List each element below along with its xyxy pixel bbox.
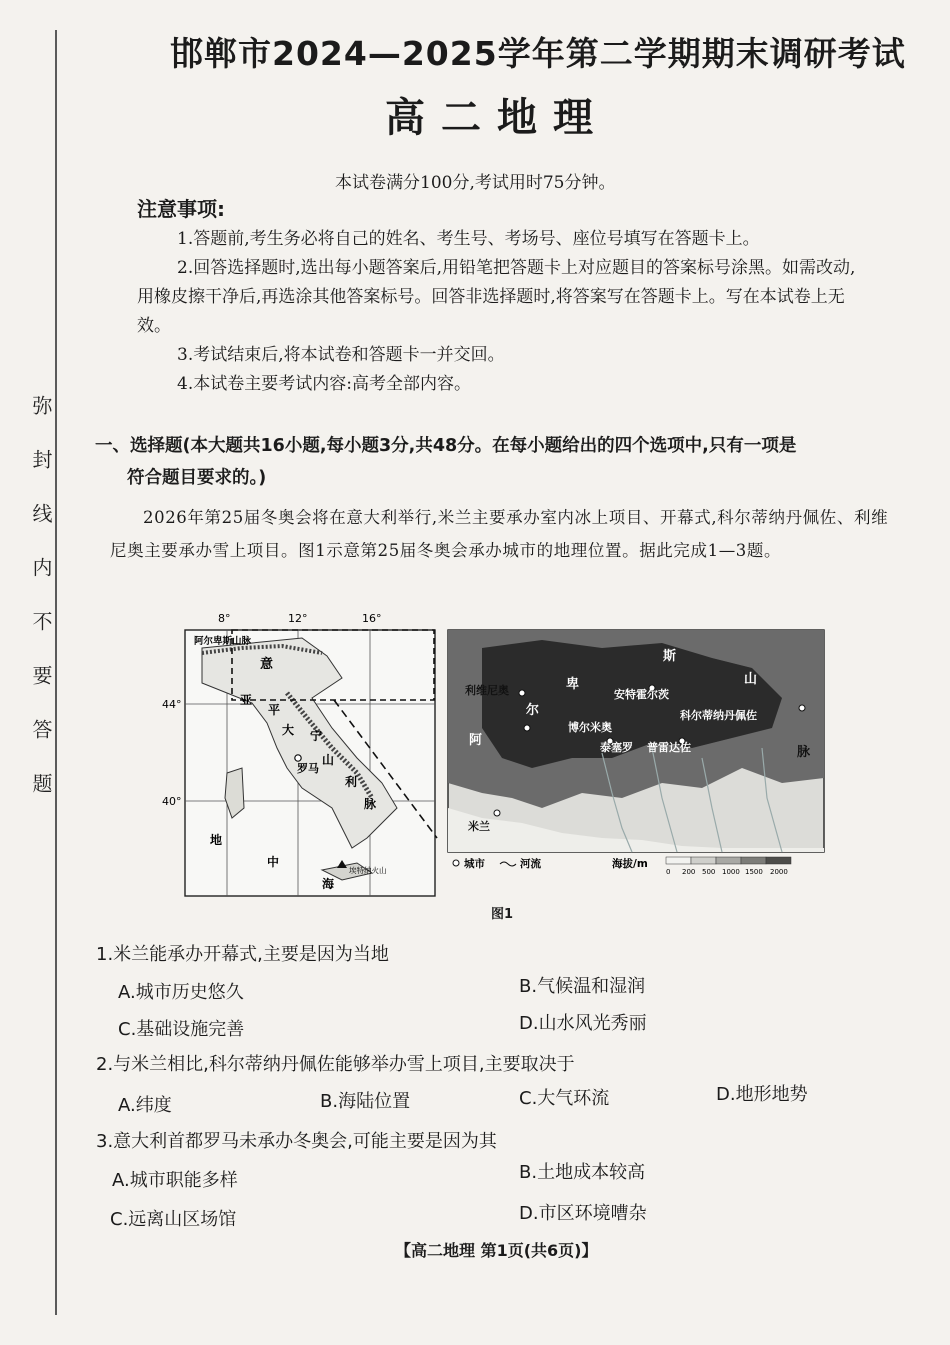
- legend-river-label: 河流: [520, 858, 541, 870]
- notice-item: 4.本试卷主要考试内容:高考全部内容。: [177, 374, 471, 394]
- legend-city-label: 城市: [464, 858, 485, 870]
- question-passage: [110, 501, 895, 567]
- rome-label: 罗马: [297, 762, 319, 775]
- binding-instruction: 弥封线内不要答题: [29, 395, 53, 827]
- di-label: 地: [210, 833, 223, 847]
- notice-list: [137, 225, 857, 399]
- legend-swatch: [666, 857, 691, 864]
- section-heading-line1: 一、选择题(本大题共16小题,每小题3分,共48分。在每小题给出的四个选项中,只有一项是: [95, 436, 797, 456]
- option-c: C.大气环流: [519, 1088, 610, 1109]
- page-footer: 【高二地理 第1页(共6页)】: [395, 1241, 598, 1260]
- legend-swatch: [691, 857, 716, 864]
- livigno-marker: [519, 690, 525, 696]
- legend-city-icon: [453, 860, 459, 866]
- option-d: D.市区环境嘈杂: [519, 1203, 647, 1224]
- option-b: B.气候温和湿润: [519, 976, 646, 997]
- option-c: C.远离山区场馆: [110, 1209, 237, 1230]
- predazzo-label: 普雷达佐: [647, 741, 691, 754]
- shan-label: 山: [322, 753, 335, 767]
- ping-label: 平: [268, 703, 281, 717]
- option-b: B.土地成本较高: [519, 1162, 646, 1183]
- tesero-label: 泰塞罗: [600, 741, 633, 754]
- ya-label: 亚: [240, 693, 253, 707]
- legend-tick: 2000: [770, 868, 788, 876]
- lon-label: 16°: [362, 612, 382, 625]
- figure-1-svg: [162, 608, 827, 898]
- exam-info: 本试卷满分100分,考试用时75分钟。: [335, 173, 616, 193]
- exam-title: 邯郸市2024—2025学年第二学期期末调研考试: [170, 34, 906, 73]
- question-stem: 1.米兰能承办开幕式,主要是因为当地: [96, 944, 389, 965]
- er-label: 尔: [526, 703, 540, 718]
- section-heading: [95, 430, 895, 494]
- notice-item: 3.考试结束后,将本试卷和答题卡一并交回。: [177, 345, 505, 365]
- option-a: A.城市历史悠久: [118, 982, 244, 1003]
- etna-label: 埃特纳火山: [349, 866, 387, 875]
- bormio-label: 博尔米奥: [568, 721, 612, 734]
- subject-title: 高二地理: [385, 95, 609, 141]
- mai-label: 脉: [364, 797, 377, 811]
- hai-label: 海: [322, 877, 335, 891]
- question-stem: 3.意大利首都罗马未承办冬奥会,可能主要是因为其: [96, 1131, 497, 1152]
- bormio-marker: [524, 725, 530, 731]
- livigno-label: 利维尼奥: [465, 684, 509, 697]
- option-d: D.山水风光秀丽: [519, 1013, 647, 1034]
- lon-label: 8°: [218, 612, 231, 625]
- yi-label: 意: [260, 657, 274, 672]
- question-stem: 2.与米兰相比,科尔蒂纳丹佩佐能够举办雪上项目,主要取决于: [96, 1054, 575, 1075]
- option-b: B.海陆位置: [320, 1091, 411, 1112]
- alps-label: 阿尔卑斯山脉: [194, 636, 252, 647]
- legend-swatch: [766, 857, 791, 864]
- ning-label: 宁: [310, 729, 323, 743]
- li-label: 利: [345, 775, 358, 789]
- bei-label: 卑: [566, 677, 580, 692]
- section-heading-line2: 符合题目要求的。): [127, 468, 267, 488]
- legend-tick: 1000: [722, 868, 740, 876]
- legend-tick: 0: [666, 868, 671, 876]
- option-a: A.纬度: [118, 1095, 172, 1116]
- zhong-label: 中: [267, 855, 280, 869]
- notice-heading: 注意事项:: [137, 197, 225, 221]
- lon-label: 12°: [288, 612, 308, 625]
- notice-item: 2.回答选择题时,选出每小题答案后,用铅笔把答题卡上对应题目的答案标号涂黑。如需改动,用橡皮擦干净后,再选涂其他答案标号。回答非选择题时,将答案写在答题卡上。写在本试卷上无效。: [137, 258, 856, 336]
- option-a: A.城市职能多样: [112, 1170, 238, 1191]
- legend-swatch: [741, 857, 766, 864]
- mai-label-right: 脉: [797, 745, 811, 760]
- figure-caption: 图1: [491, 907, 514, 922]
- legend-elev-title: 海拔/m: [612, 858, 648, 870]
- lat-label: 40°: [162, 795, 182, 808]
- cortina-marker: [799, 705, 805, 711]
- figure-1: [162, 608, 827, 898]
- a-label: 阿: [469, 733, 483, 748]
- si-label: 斯: [663, 649, 677, 664]
- rome-marker: [295, 755, 301, 761]
- cortina-label: 科尔蒂纳丹佩佐: [680, 709, 757, 722]
- da-label: 大: [282, 723, 295, 737]
- legend-river-icon: [500, 862, 516, 866]
- option-d: D.地形地势: [716, 1084, 808, 1105]
- anterselva-label: 安特霍尔茨: [614, 688, 669, 701]
- legend-swatch: [716, 857, 741, 864]
- legend-tick: 1500: [745, 868, 763, 876]
- shan-label-right: 山: [744, 672, 758, 687]
- passage-text: 2026年第25届冬奥会将在意大利举行,米兰主要承办室内冰上项目、开幕式,科尔蒂纳丹佩佐、利维尼奥主要承办雪上项目。图1示意第25届冬奥会承办城市的地理位置。据此完成1—3题。: [110, 508, 889, 560]
- milan-label: 米兰: [468, 820, 490, 833]
- legend-tick: 200: [682, 868, 696, 876]
- option-c: C.基础设施完善: [118, 1019, 245, 1040]
- legend-tick: 500: [702, 868, 716, 876]
- notice-item: 1.答题前,考生务必将自己的姓名、考生号、考场号、座位号填写在答题卡上。: [177, 229, 760, 249]
- milan-marker: [494, 810, 500, 816]
- lat-label: 44°: [162, 698, 182, 711]
